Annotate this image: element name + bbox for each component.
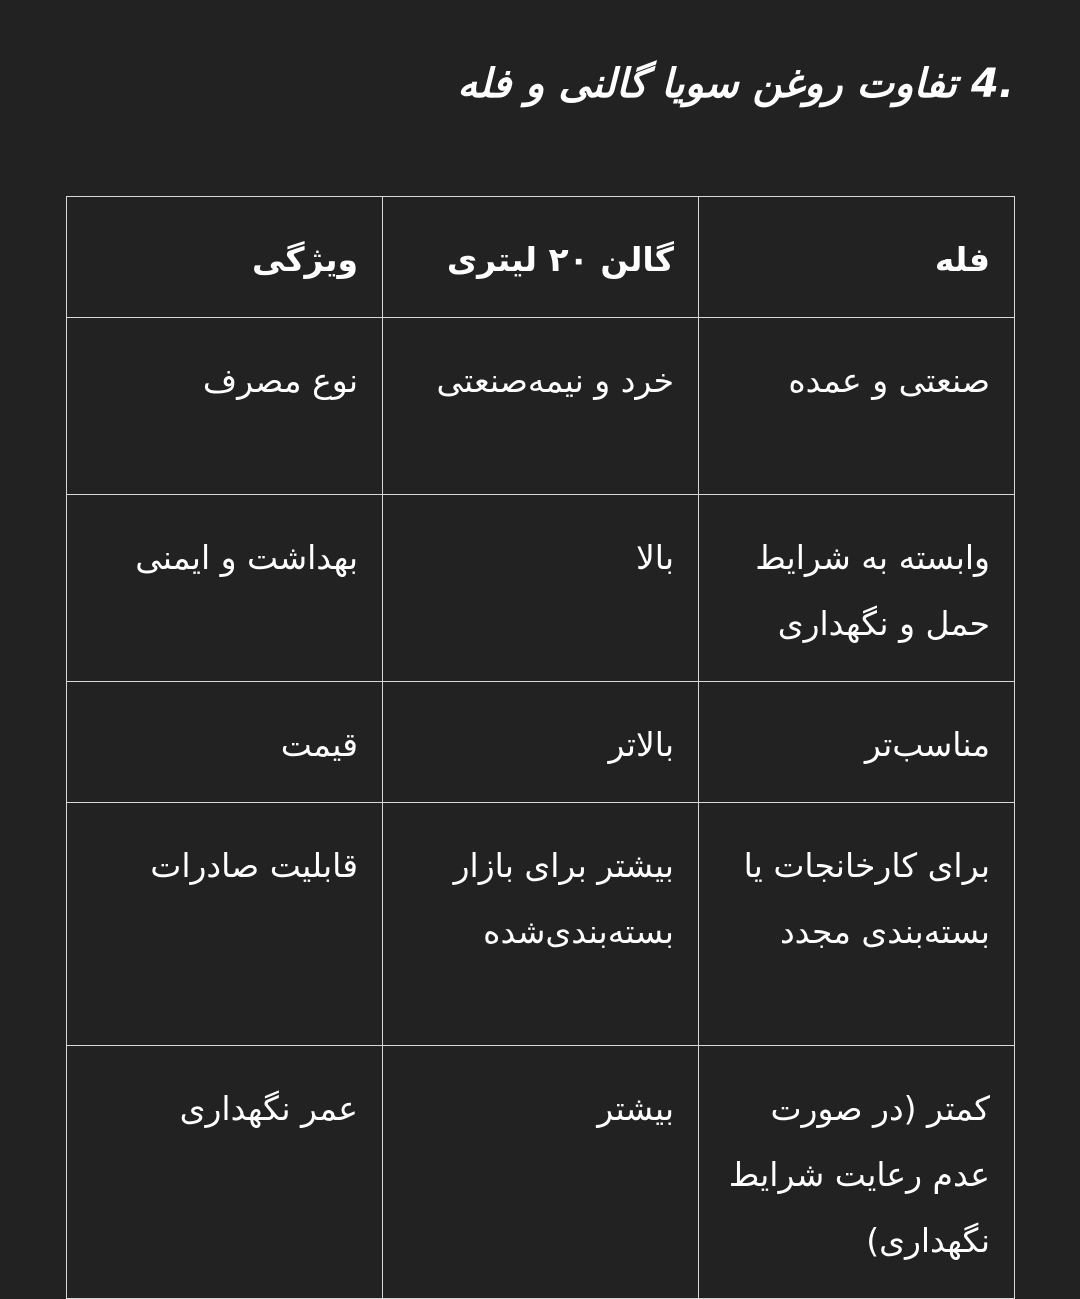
- cell-feature: عمر نگهداری: [67, 1046, 383, 1299]
- cell-bulk: وابسته به شرایط حمل و نگهداری: [699, 495, 1015, 682]
- comparison-table: [66, 196, 1015, 1299]
- page-title: [457, 60, 1014, 108]
- cell-gallon: بالا: [383, 495, 699, 682]
- cell-gallon: بیشتر: [383, 1046, 699, 1299]
- table-row: [67, 495, 1015, 682]
- cell-feature: نوع مصرف: [67, 318, 383, 495]
- table-header-row: [67, 197, 1015, 318]
- cell-gallon: بالاتر: [383, 682, 699, 803]
- cell-gallon: بیشتر برای بازار بسته‌بندی‌شده: [383, 803, 699, 1046]
- heading-title: تفاوت روغن سویا گالنی و فله: [457, 61, 958, 107]
- table-row: [67, 682, 1015, 803]
- table-row: [67, 1046, 1015, 1299]
- header-feature: ویژگی: [67, 197, 383, 318]
- table-row: [67, 803, 1015, 1046]
- cell-bulk: مناسب‌تر: [699, 682, 1015, 803]
- cell-feature: بهداشت و ایمنی: [67, 495, 383, 682]
- cell-gallon: خرد و نیمه‌صنعتی: [383, 318, 699, 495]
- header-gallon: گالن ۲۰ لیتری: [383, 197, 699, 318]
- cell-bulk: برای کارخانجات یا بسته‌بندی مجدد: [699, 803, 1015, 1046]
- table-row: [67, 318, 1015, 495]
- cell-feature: قابلیت صادرات: [67, 803, 383, 1046]
- cell-feature: قیمت: [67, 682, 383, 803]
- cell-bulk: صنعتی و عمده: [699, 318, 1015, 495]
- heading-number: 4.: [970, 61, 1014, 107]
- cell-bulk: کمتر (در صورت عدم رعایت شرایط نگهداری): [699, 1046, 1015, 1299]
- header-bulk: فله: [699, 197, 1015, 318]
